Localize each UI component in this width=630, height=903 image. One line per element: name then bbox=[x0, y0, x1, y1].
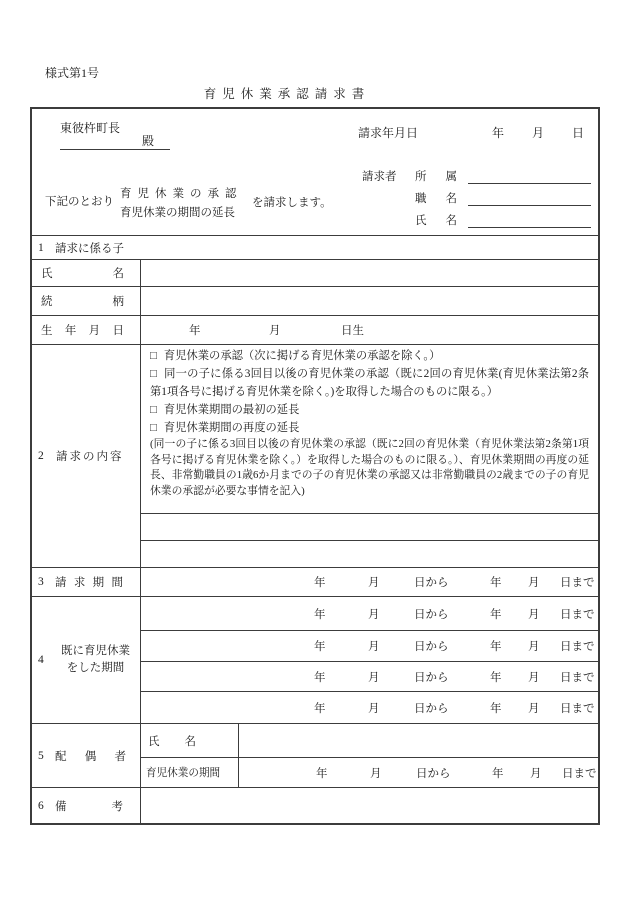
period-day-to-label: 日まで bbox=[562, 767, 597, 780]
period-month-label: 月 bbox=[528, 608, 540, 621]
section3-number: 3 bbox=[38, 576, 44, 588]
birth-day-born-label: 日生 bbox=[341, 325, 364, 337]
section4-row bbox=[32, 597, 598, 724]
request-reason-cell-2 bbox=[141, 541, 598, 567]
section3-row bbox=[32, 568, 598, 597]
period-day-from-label: 日から bbox=[414, 608, 449, 621]
header-cell bbox=[32, 109, 598, 236]
affiliation-label: 所属 bbox=[415, 171, 457, 183]
section6-row bbox=[32, 788, 598, 823]
child-name-row bbox=[32, 260, 598, 287]
request-date-year-label: 年 bbox=[492, 126, 505, 140]
birth-year-label: 年 bbox=[189, 325, 201, 337]
checkbox-third-or-later-icon[interactable]: □ bbox=[150, 368, 158, 380]
position-label: 職名 bbox=[415, 193, 457, 205]
section2-number: 2 bbox=[38, 450, 44, 462]
previous-leave-period-row bbox=[141, 597, 598, 631]
spouse-leave-period-row bbox=[141, 758, 598, 787]
checkbox-second-extension-icon[interactable]: □ bbox=[150, 422, 157, 434]
position-input-line bbox=[468, 190, 591, 206]
section6-number: 6 bbox=[38, 799, 44, 812]
child-birthdate-label: 生年月日 bbox=[41, 325, 124, 337]
period-month-label: 月 bbox=[528, 702, 540, 715]
previous-leave-period-row bbox=[141, 692, 598, 723]
child-birthdate-value bbox=[141, 316, 598, 344]
request-date-label: 請求年月日 bbox=[358, 126, 419, 140]
requester-position-row bbox=[415, 190, 591, 206]
child-relation-label: 続柄 bbox=[41, 296, 124, 308]
period-day-to-label: 日まで bbox=[560, 641, 595, 653]
period-year-label: 年 bbox=[492, 767, 504, 780]
option-approval bbox=[150, 347, 589, 365]
section3-title: 請求期間 bbox=[55, 577, 123, 589]
request-date-month-label: 月 bbox=[532, 126, 545, 140]
intro-suffix: を請求します。 bbox=[252, 197, 332, 209]
period-month-label: 月 bbox=[528, 577, 540, 589]
period-day-from-label: 日から bbox=[414, 702, 449, 715]
period-day-to-label: 日まで bbox=[560, 702, 595, 715]
addressee-underline bbox=[60, 126, 170, 150]
period-year-label: 年 bbox=[490, 671, 502, 684]
request-option-approval: 育児休業の承認 bbox=[120, 188, 243, 200]
checkbox-first-extension-icon[interactable]: □ bbox=[150, 404, 157, 416]
honorific: 殿 bbox=[141, 134, 154, 148]
affiliation-input-line bbox=[468, 168, 591, 184]
period-day-to-label: 日まで bbox=[560, 608, 595, 621]
option-third-or-later-label: 同一の子に係る3回目以後の育児休業の承認（既に2回の育児休業(育児休業法第2条第1項各号に掲げる育児休業を除く。)を取得した場合のものに限る。） bbox=[150, 368, 589, 398]
period-month-label: 月 bbox=[530, 767, 542, 780]
birth-month-label: 月 bbox=[269, 325, 281, 337]
requester-name-row bbox=[415, 212, 591, 228]
page-title: 育児休業承認請求書 bbox=[203, 87, 371, 101]
section4-title-line2: をした期間 bbox=[66, 662, 125, 674]
requester-label: 請求者 bbox=[362, 171, 397, 183]
period-month-label: 月 bbox=[368, 671, 380, 684]
spouse-period-label: 育児休業の期間 bbox=[146, 768, 221, 779]
checkbox-approval-icon[interactable]: □ bbox=[150, 350, 157, 362]
addressee: 東彼杵町長 bbox=[60, 121, 121, 135]
period-year-label: 年 bbox=[316, 767, 328, 780]
option-approval-label: 育児休業の承認（次に掲げる育児休業の承認を除く。） bbox=[163, 350, 441, 362]
period-year-label: 年 bbox=[314, 577, 326, 589]
option-first-extension-label: 育児休業期間の最初の延長 bbox=[163, 404, 300, 416]
section6-title: 備考 bbox=[55, 800, 123, 813]
requester-name-input-line bbox=[468, 212, 591, 228]
section5-row bbox=[32, 724, 598, 788]
option-second-extension bbox=[150, 419, 589, 437]
period-month-label: 月 bbox=[528, 671, 540, 684]
period-year-label: 年 bbox=[490, 702, 502, 715]
spouse-name-row bbox=[141, 724, 598, 758]
period-day-from-label: 日から bbox=[414, 641, 449, 653]
child-relation-value bbox=[141, 287, 598, 315]
request-period-cell bbox=[141, 568, 598, 596]
period-day-from-label: 日から bbox=[414, 577, 449, 589]
spouse-name-value bbox=[239, 724, 598, 757]
request-content-cell bbox=[141, 345, 598, 514]
period-year-label: 年 bbox=[314, 608, 326, 621]
request-reason-cell bbox=[141, 514, 598, 541]
remarks-cell bbox=[141, 788, 598, 823]
period-month-label: 月 bbox=[528, 641, 540, 653]
option-third-or-later bbox=[150, 365, 589, 401]
period-month-label: 月 bbox=[368, 608, 380, 621]
period-month-label: 月 bbox=[368, 702, 380, 715]
section4-title-line1: 既に育児休業 bbox=[61, 645, 130, 657]
section1-number: 1 bbox=[38, 241, 44, 254]
requester-name-label: 氏名 bbox=[415, 215, 457, 227]
request-date-day-label: 日 bbox=[572, 126, 585, 140]
section4-number: 4 bbox=[38, 654, 44, 666]
section1-heading-row bbox=[32, 236, 598, 260]
period-month-label: 月 bbox=[368, 577, 380, 589]
period-year-label: 年 bbox=[314, 641, 326, 653]
section5-title: 配偶者 bbox=[55, 750, 126, 763]
option-second-extension-label: 育児休業期間の再度の延長 bbox=[163, 422, 300, 434]
period-day-from-label: 日から bbox=[416, 767, 451, 780]
previous-leave-period-row bbox=[141, 631, 598, 662]
requester-affiliation-row bbox=[415, 168, 591, 184]
request-option-extension: 育児休業の期間の延長 bbox=[120, 207, 235, 219]
period-year-label: 年 bbox=[490, 608, 502, 621]
period-year-label: 年 bbox=[314, 671, 326, 684]
child-relation-row bbox=[32, 287, 598, 316]
period-day-to-label: 日まで bbox=[560, 577, 595, 589]
child-name-value bbox=[141, 260, 598, 286]
request-content-note: (同一の子に係る3回目以後の育児休業の承認（既に2回の育児休業（育児休業法第2条第1項各号に掲げる育児休業を除く。）を取得した場合のものに限る。）、育児休業期間の再度の延長、非常勤職員の1歳6か月までの子の育児休業の承認又は非常勤職員の2歳までの子の育児休業の承認が必要な事情を記入) bbox=[150, 438, 589, 497]
period-month-label: 月 bbox=[370, 767, 382, 780]
intro-prefix: 下記のとおり bbox=[45, 196, 114, 208]
option-first-extension bbox=[150, 401, 589, 419]
previous-leave-period-row bbox=[141, 662, 598, 692]
spouse-leave-period-cell bbox=[239, 758, 598, 787]
section1-title: 請求に係る子 bbox=[55, 242, 124, 255]
period-year-label: 年 bbox=[490, 577, 502, 589]
main-table bbox=[30, 107, 600, 825]
form-number: 様式第1号 bbox=[45, 66, 100, 80]
child-birthdate-row bbox=[32, 316, 598, 345]
section5-number: 5 bbox=[38, 749, 44, 762]
period-day-from-label: 日から bbox=[414, 671, 449, 684]
section2-title: 請求の内容 bbox=[56, 451, 124, 463]
period-day-to-label: 日まで bbox=[560, 671, 595, 684]
section2-row bbox=[32, 345, 598, 568]
spouse-name-label: 氏名 bbox=[148, 735, 196, 748]
period-year-label: 年 bbox=[314, 702, 326, 715]
period-month-label: 月 bbox=[368, 641, 380, 653]
period-year-label: 年 bbox=[490, 641, 502, 653]
child-name-label: 氏名 bbox=[41, 268, 124, 280]
